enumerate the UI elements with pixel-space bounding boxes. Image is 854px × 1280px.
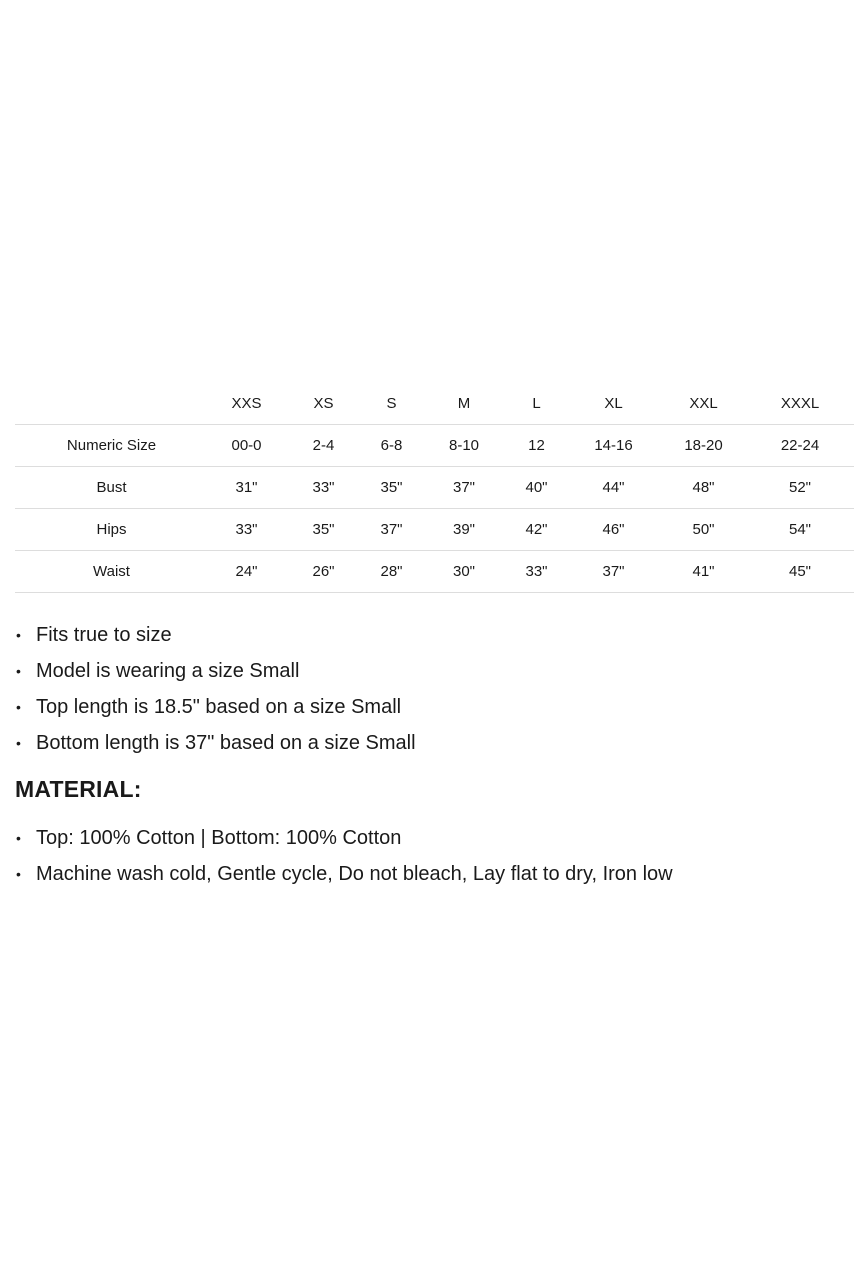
header-size-m: M	[421, 383, 507, 425]
table-cell: 33"	[285, 467, 362, 509]
list-item	[15, 617, 416, 653]
table-cell: 33"	[208, 509, 285, 551]
fit-note-text: Bottom length is 37" based on a size Small	[36, 732, 416, 754]
table-cell: 37"	[362, 509, 421, 551]
table-cell: 52"	[746, 467, 854, 509]
table-cell: 26"	[285, 551, 362, 593]
bullet-icon: •	[16, 699, 21, 715]
table-cell: 24"	[208, 551, 285, 593]
material-item-text: Top: 100% Cotton | Bottom: 100% Cotton	[36, 827, 402, 849]
table-cell: 39"	[421, 509, 507, 551]
table-cell: 35"	[362, 467, 421, 509]
table-cell: 42"	[507, 509, 566, 551]
row-label: Waist	[15, 551, 208, 593]
table-cell: 6-8	[362, 425, 421, 467]
row-label: Numeric Size	[15, 425, 208, 467]
table-cell: 41"	[661, 551, 746, 593]
material-heading: MATERIAL:	[15, 776, 142, 802]
table-cell: 14-16	[566, 425, 661, 467]
table-cell: 18-20	[661, 425, 746, 467]
header-size-xxl: XXL	[661, 383, 746, 425]
header-size-s: S	[362, 383, 421, 425]
table-cell: 28"	[362, 551, 421, 593]
table-cell: 31"	[208, 467, 285, 509]
bullet-icon: •	[16, 830, 21, 846]
header-size-xxxl: XXXL	[746, 383, 854, 425]
table-cell: 50"	[661, 509, 746, 551]
row-label: Bust	[15, 467, 208, 509]
table-cell: 12	[507, 425, 566, 467]
table-cell: 8-10	[421, 425, 507, 467]
fit-note-text: Fits true to size	[36, 624, 172, 646]
list-item	[15, 689, 416, 725]
table-cell: 00-0	[208, 425, 285, 467]
table-cell: 33"	[507, 551, 566, 593]
table-cell: 37"	[566, 551, 661, 593]
bullet-icon: •	[16, 627, 21, 643]
table-cell: 46"	[566, 509, 661, 551]
list-item	[15, 653, 416, 689]
table-cell: 22-24	[746, 425, 854, 467]
table-cell: 44"	[566, 467, 661, 509]
list-item	[15, 725, 416, 761]
list-item	[15, 820, 673, 856]
fit-notes-list	[15, 617, 416, 761]
table-row-numeric-size	[15, 425, 854, 467]
bullet-icon: •	[16, 663, 21, 679]
table-cell: 45"	[746, 551, 854, 593]
header-size-xl: XL	[566, 383, 661, 425]
header-size-xs: XS	[285, 383, 362, 425]
row-label: Hips	[15, 509, 208, 551]
table-cell: 40"	[507, 467, 566, 509]
table-cell: 2-4	[285, 425, 362, 467]
list-item	[15, 856, 673, 892]
bullet-icon: •	[16, 735, 21, 751]
table-cell: 30"	[421, 551, 507, 593]
table-row-hips	[15, 509, 854, 551]
table-cell: 54"	[746, 509, 854, 551]
table-cell: 48"	[661, 467, 746, 509]
bullet-icon: •	[16, 866, 21, 882]
table-cell: 35"	[285, 509, 362, 551]
header-size-xxs: XXS	[208, 383, 285, 425]
material-item-text: Machine wash cold, Gentle cycle, Do not bleach, Lay flat to dry, Iron low	[36, 863, 673, 885]
fit-note-text: Top length is 18.5" based on a size Small	[36, 696, 402, 718]
table-row-waist	[15, 551, 854, 593]
table-row-bust	[15, 467, 854, 509]
material-list	[15, 820, 673, 892]
header-size-l: L	[507, 383, 566, 425]
header-corner-cell	[15, 383, 208, 425]
fit-note-text: Model is wearing a size Small	[36, 660, 300, 682]
size-chart-table	[15, 383, 854, 593]
size-header-row	[15, 383, 854, 425]
table-cell: 37"	[421, 467, 507, 509]
